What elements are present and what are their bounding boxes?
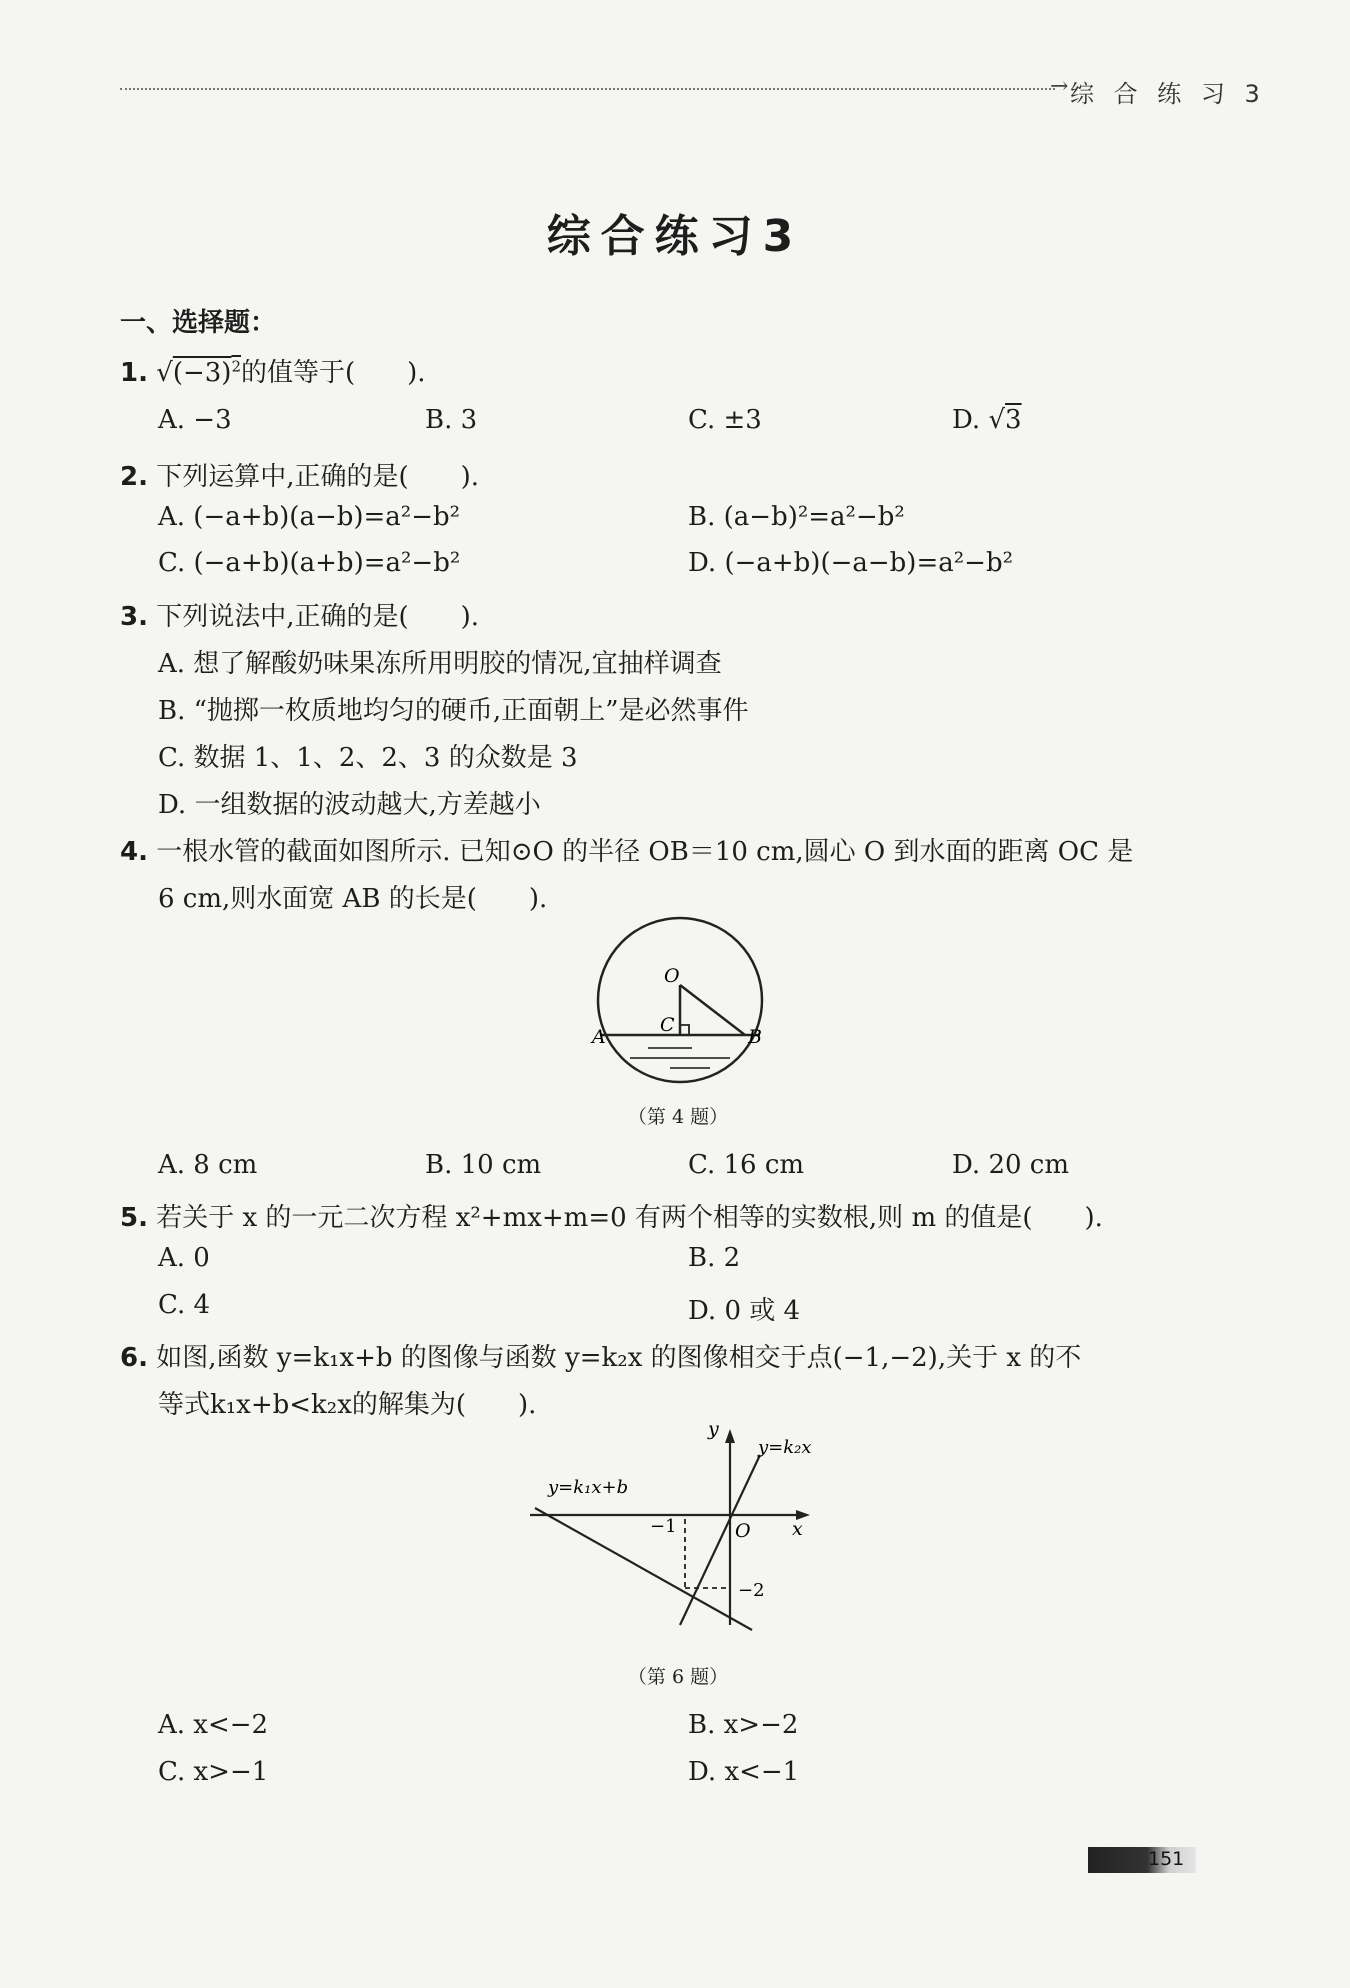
- question-number: 6.: [120, 1343, 148, 1373]
- label-o: O: [664, 965, 680, 987]
- q3-option-a: A. 想了解酸奶味果冻所用明胶的情况,宜抽样调查: [158, 649, 722, 679]
- question-2-stem: [120, 456, 479, 493]
- q2-option-c: C. (−a+b)(a+b)=a²−b²: [158, 548, 461, 578]
- q1-option-b: B. 3: [425, 405, 478, 435]
- running-header: 综 合 练 习 3: [1070, 80, 1266, 108]
- q4-option-c: C. 16 cm: [688, 1150, 805, 1180]
- question-text: 如图,函数 y=k₁x+b 的图像与函数 y=k₂x 的图像相交于点(−1,−2),关于 x 的不: [156, 1343, 1082, 1373]
- pipe-cross-section-figure: [580, 915, 780, 1095]
- q4-option-a: A. 8 cm: [158, 1150, 258, 1180]
- q1-option-c: C. ±3: [688, 405, 762, 435]
- right-angle-mark: [680, 1025, 689, 1035]
- tick-label-neg2: −2: [738, 1580, 765, 1601]
- question-3-stem: [120, 596, 479, 633]
- question-text: 一根水管的截面如图所示. 已知⊙O 的半径 OB＝10 cm,圆心 O 到水面的距离 OC 是: [156, 837, 1134, 867]
- q2-option-b: B. (a−b)²=a²−b²: [688, 502, 905, 532]
- question-text: 若关于 x 的一元二次方程 x²+mx+m=0 有两个相等的实数根,则 m 的值是( ).: [156, 1203, 1103, 1233]
- question-number: 2.: [120, 462, 148, 492]
- y-axis-arrow-icon: [725, 1429, 735, 1443]
- q1-option-a: A. −3: [158, 405, 232, 435]
- q4-option-d: D. 20 cm: [952, 1150, 1070, 1180]
- question-text: 下列说法中,正确的是( ).: [156, 602, 480, 632]
- line-k2x-label: y=k₂x: [758, 1437, 812, 1458]
- q6-option-a: A. x<−2: [158, 1710, 269, 1740]
- question-4-stem-line2: 6 cm,则水面宽 AB 的长是( ).: [158, 884, 548, 914]
- q6-option-d: D. x<−1: [688, 1757, 800, 1787]
- figure-4-caption: （第 4 题）: [627, 1106, 729, 1128]
- q5-option-d: D. 0 或 4: [688, 1296, 801, 1326]
- question-text: 下列运算中,正确的是( ).: [156, 462, 480, 492]
- q2-option-d: D. (−a+b)(−a−b)=a²−b²: [688, 548, 1014, 578]
- question-6-stem: [120, 1337, 1081, 1374]
- q5-option-b: B. 2: [688, 1243, 741, 1273]
- sqrt-sign-icon: √: [156, 358, 173, 388]
- question-number: 4.: [120, 837, 148, 867]
- header-dotted-line: [120, 88, 1055, 90]
- q4-option-b: B. 10 cm: [425, 1150, 542, 1180]
- header-arrow-icon: →: [1050, 74, 1069, 99]
- radicand: $(-3)^2$: [172, 357, 241, 388]
- q1-option-d: D. √3: [952, 405, 1022, 435]
- section-heading: 一、选择题：: [120, 308, 277, 338]
- tick-label-neg1: −1: [650, 1516, 677, 1537]
- page-number: 151: [1148, 1848, 1185, 1870]
- label-c: C: [660, 1014, 675, 1036]
- q5-option-a: A. 0: [158, 1243, 210, 1273]
- figure-6-caption: （第 6 题）: [627, 1666, 729, 1688]
- origin-label: O: [735, 1520, 751, 1542]
- page-title: 综合练习3: [546, 211, 804, 262]
- question-4-stem: [120, 831, 1133, 868]
- linear-functions-graph: [530, 1425, 820, 1635]
- question-number: 5.: [120, 1203, 148, 1233]
- question-text: 的值等于( ).: [240, 358, 426, 388]
- q6-option-b: B. x>−2: [688, 1710, 799, 1740]
- question-5-stem: [120, 1197, 1103, 1234]
- q5-option-c: C. 4: [158, 1290, 211, 1320]
- question-1-stem: [120, 352, 426, 389]
- label-a: A: [592, 1026, 606, 1048]
- line-y-k1x-plus-b: [535, 1508, 752, 1630]
- sqrt-sign-icon: √: [988, 405, 1006, 435]
- q6-option-c: C. x>−1: [158, 1757, 269, 1787]
- q3-option-c: C. 数据 1、1、2、2、3 的众数是 3: [158, 743, 578, 773]
- question-number: 1.: [120, 358, 148, 388]
- x-axis-label: x: [792, 1518, 803, 1540]
- q2-option-a: A. (−a+b)(a−b)=a²−b²: [158, 502, 461, 532]
- q3-option-d: D. 一组数据的波动越大,方差越小: [158, 790, 541, 820]
- question-number: 3.: [120, 602, 148, 632]
- label-b: B: [748, 1026, 762, 1048]
- line-k1x-b-label: y=k₁x+b: [548, 1477, 629, 1498]
- radicand: 3: [1005, 405, 1022, 435]
- question-6-stem-line2: 等式k₁x+b<k₂x的解集为( ).: [158, 1390, 537, 1420]
- y-axis-label: y: [708, 1425, 719, 1440]
- q3-option-b: B. “抛掷一枚质地均匀的硬币,正面朝上”是必然事件: [158, 696, 749, 726]
